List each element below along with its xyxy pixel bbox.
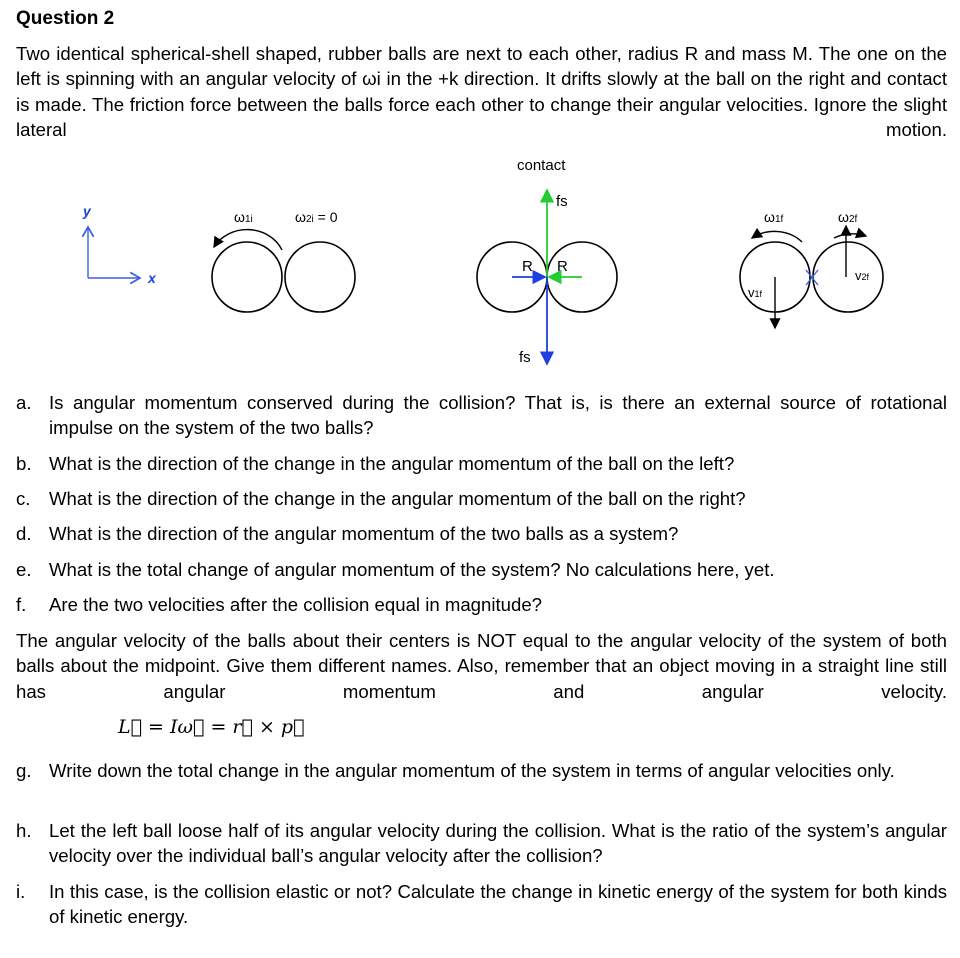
svg-text:fs: fs	[556, 193, 568, 210]
svg-text:fs: fs	[519, 349, 531, 366]
angular-momentum-formula: L⃗ = Iω⃗ = r⃗ × p⃗	[118, 716, 305, 738]
contact-state	[477, 157, 617, 366]
axes	[82, 203, 157, 286]
question-d: d. What is the direction of the angular momentum of the two balls as a system?	[16, 523, 679, 544]
y-axis-label: y	[83, 203, 91, 219]
question-h: h. Let the left ball loose half of its angular velocity during the collision. What is the ratio of the system’s angular velocity over the individual ball’s angular velocity after the collision?	[16, 820, 947, 867]
svg-text:v1f: v1f	[748, 285, 763, 300]
question-b: b. What is the direction of the change in the angular momentum of the ball on the left?	[16, 453, 735, 474]
question-e: e. What is the total change of angular momentum of the system? No calculations here, yet.	[16, 559, 775, 580]
initial-state	[212, 209, 355, 312]
question-a: a. Is angular momentum conserved during the collision? That is, is there an external source of rotational impulse on the system of the two balls?	[16, 392, 947, 439]
svg-text:contact: contact	[517, 157, 566, 174]
svg-text:ω1i: ω1i	[234, 209, 253, 225]
svg-text:ω2i = 0: ω2i = 0	[295, 209, 338, 225]
x-axis-label: x	[148, 270, 156, 286]
paragraph-2: The angular velocity of the balls about their centers is NOT equal to the angular velocity of the system of both balls about the midpoint. Give them different names. Also, remember that an object moving in a straight line still has angular momentum and angular velocity.	[16, 630, 947, 702]
svg-text:ω1f: ω1f	[764, 209, 784, 225]
svg-text:R: R	[557, 258, 568, 275]
question-f: f. Are the two velocities after the collision equal in magnitude?	[16, 594, 543, 615]
svg-text:R: R	[522, 258, 533, 275]
final-state	[740, 209, 883, 328]
collision-diagram	[0, 150, 960, 380]
svg-text:ω2f: ω2f	[838, 209, 858, 225]
question-g: g. Write down the total change in the angular momentum of the system in terms of angular velocities only.	[16, 760, 895, 781]
intro-paragraph: Two identical spherical-shell shaped, rubber balls are next to each other, radius R and mass M. The one on the left is spinning with an angular velocity of ωi in the +k direction. It drifts slowly at the ball on the right and contact is made. The friction force between the balls force each other to change their angular velocities. Ignore the slight lateral motion.	[16, 43, 947, 141]
question-i: i. In this case, is the collision elastic or not? Calculate the change in kinetic energy of the system for both kinds of kinetic energy.	[16, 881, 947, 928]
question-c: c. What is the direction of the change in the angular momentum of the ball on the right?	[16, 488, 746, 509]
svg-text:v2f: v2f	[855, 268, 870, 283]
question-title: Question 2	[16, 8, 115, 29]
